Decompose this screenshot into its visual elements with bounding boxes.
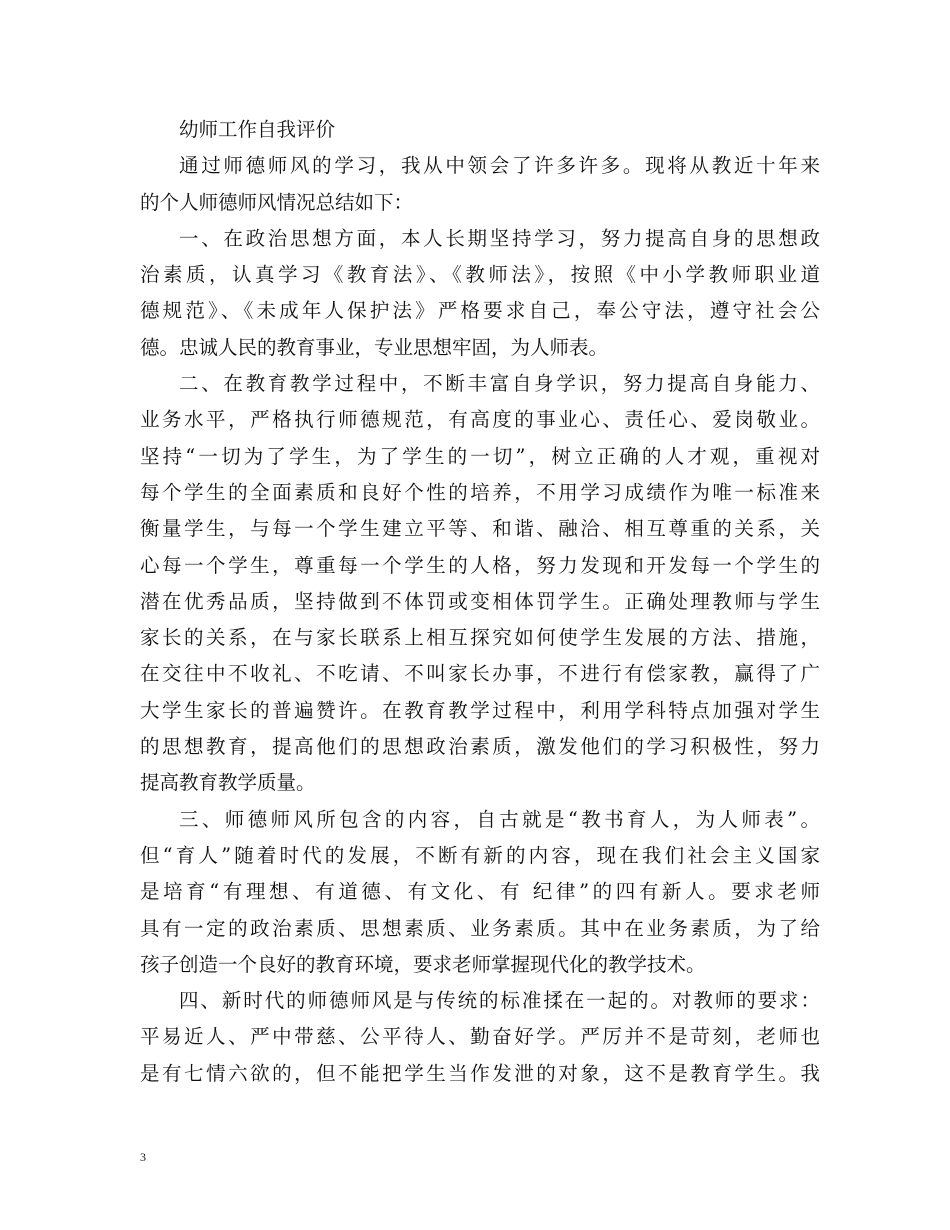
paragraph-lines: [140, 148, 820, 1092]
text-line: 在交往中不收礼、不吃请、不叫家长办事，不进行有偿家教，赢得了广: [140, 662, 820, 686]
text-line: 德。忠诚人民的教育事业，专业思想牢固，为人师表。: [140, 335, 609, 359]
text-line: 三、师德师风所包含的内容，自古就是“教书育人，为人师表”。: [179, 807, 820, 831]
text-line: 四、新时代的师德师风是与传统的标准揉在一起的。对教师的要求：: [179, 989, 820, 1013]
text-line: 德规范》、《未成年人保护法》严格要求自己，奉公守法，遵守社会公: [140, 299, 820, 323]
text-line: 潜在优秀品质，坚持做到不体罚或变相体罚学生。正确处理教师与学生: [140, 589, 820, 613]
text-line: 是培育“有理想、有道德、有文化、有 纪律”的四有新人。要求老师: [140, 880, 820, 904]
document-body: [140, 112, 820, 1092]
text-line: 孩子创造一个良好的教育环境，要求老师掌握现代化的教学技术。: [140, 952, 706, 976]
document-title: 幼师工作自我评价: [179, 118, 336, 141]
text-line: 每个学生的全面素质和良好个性的培养，不用学习成绩作为唯一标准来: [140, 480, 820, 504]
text-line: 家长的关系，在与家长联系上相互探究如何使学生发展的方法、措施，: [140, 626, 820, 650]
text-line: 坚持“一切为了学生，为了学生的一切”，树立正确的人才观，重视对: [140, 444, 820, 468]
text-line: 具有一定的政治素质、思想素质、业务素质。其中在业务素质，为了给: [140, 916, 820, 940]
text-line: 一、在政治思想方面，本人长期坚持学习，努力提高自身的思想政: [179, 226, 820, 250]
text-line: 衡量学生，与每一个学生建立平等、和谐、融洽、相互尊重的关系，关: [140, 517, 820, 541]
text-line: 通过师德师风的学习，我从中领会了许多许多。现将从教近十年来: [179, 154, 820, 178]
text-line: 心每一个学生，尊重每一个学生的人格，努力发现和开发每一个学生的: [140, 553, 820, 577]
text-line: 二、在教育教学过程中，不断丰富自身学识，努力提高自身能力、: [179, 372, 820, 396]
text-line: 是有七情六欲的，但不能把学生当作发泄的对象，这不是教育学生。我: [140, 1061, 820, 1085]
text-line: 的个人师德师风情况总结如下：: [140, 190, 414, 214]
text-line: 大学生家长的普遍赞许。在教育教学过程中，利用学科特点加强对学生: [140, 698, 820, 722]
text-line: 的思想教育，提高他们的思想政治素质，激发他们的学习积极性，努力: [140, 735, 820, 759]
text-line: 提高教育教学质量。: [140, 771, 316, 795]
text-line: 业务水平，严格执行师德规范，有高度的事业心、责任心、爱岗敬业。: [140, 408, 820, 432]
text-line: 平易近人、严中带慈、公平待人、勤奋好学。严厉并不是苛刻，老师也: [140, 1025, 820, 1049]
text-line: 治素质，认真学习《教育法》、《教师法》，按照《中小学教师职业道: [140, 263, 820, 287]
text-line: 但“育人”随着时代的发展，不断有新的内容，现在我们社会主义国家: [140, 843, 820, 867]
page-number: 3: [140, 1150, 146, 1164]
